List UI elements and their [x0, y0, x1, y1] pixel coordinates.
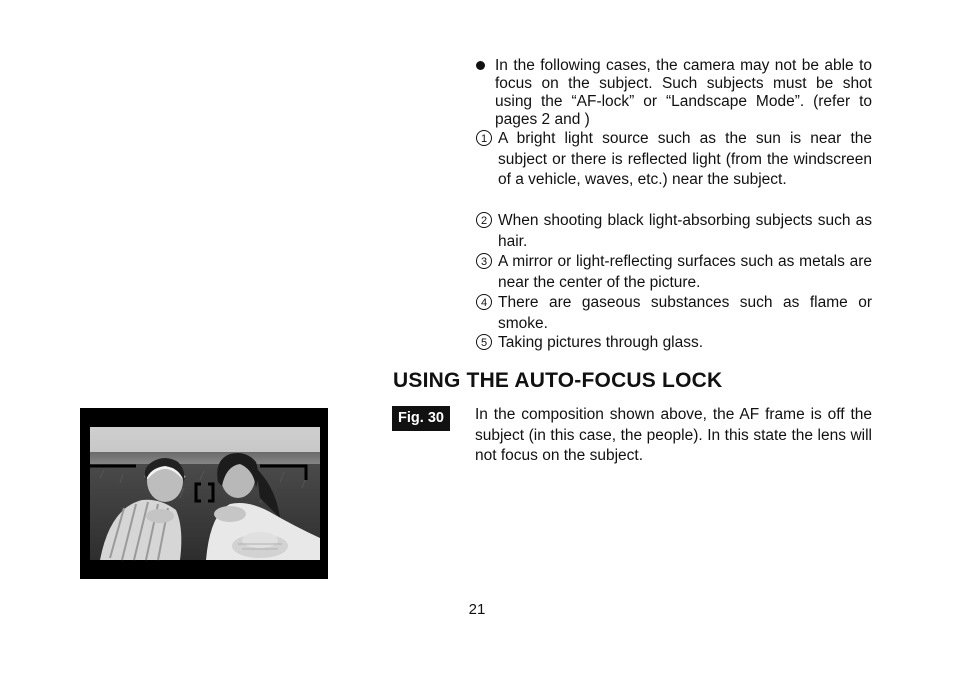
viewfinder-illustration — [80, 408, 328, 579]
case-number-2: 2 — [476, 212, 492, 228]
case-item-4 — [476, 293, 872, 334]
section-paragraph: In the composition shown above, the AF frame is off the subject (in this case, the people). In this state the lens will not focus on the subject. — [475, 406, 872, 464]
bullet-note — [476, 57, 872, 129]
case-number-5: 5 — [476, 334, 492, 350]
case-text-1: A bright light source such as the sun is near the subject or there is reflected light (from the windscreen of a vehicle, waves, etc.) near the subject. — [498, 130, 872, 188]
case-text-4: There are gaseous substances such as flame or smoke. — [498, 294, 872, 332]
case-item-5 — [476, 333, 872, 354]
case-number-1: 1 — [476, 130, 492, 146]
case-number-3: 3 — [476, 253, 492, 269]
viewfinder-photo — [80, 408, 328, 579]
case-item-2 — [476, 211, 872, 252]
figure-label: Fig. 30 — [392, 406, 450, 431]
bullet-dot-icon — [476, 61, 485, 70]
case-number-4: 4 — [476, 294, 492, 310]
section-heading: USING THE AUTO-FOCUS LOCK — [393, 369, 723, 392]
case-text-3: A mirror or light-reflecting surfaces such as metals are near the center of the picture. — [498, 253, 872, 291]
case-item-1 — [476, 129, 872, 191]
case-text-2: When shooting black light-absorbing subjects such as hair. — [498, 212, 872, 250]
page-number: 21 — [468, 601, 486, 618]
bullet-note-text: In the following cases, the camera may not be able to focus on the subject. Such subjects must be shot using the “AF-lock” or “Landscape Mode”. (refer to pages 2 and ) — [495, 57, 872, 128]
case-text-5: Taking pictures through glass. — [498, 334, 704, 351]
case-item-3 — [476, 252, 872, 293]
